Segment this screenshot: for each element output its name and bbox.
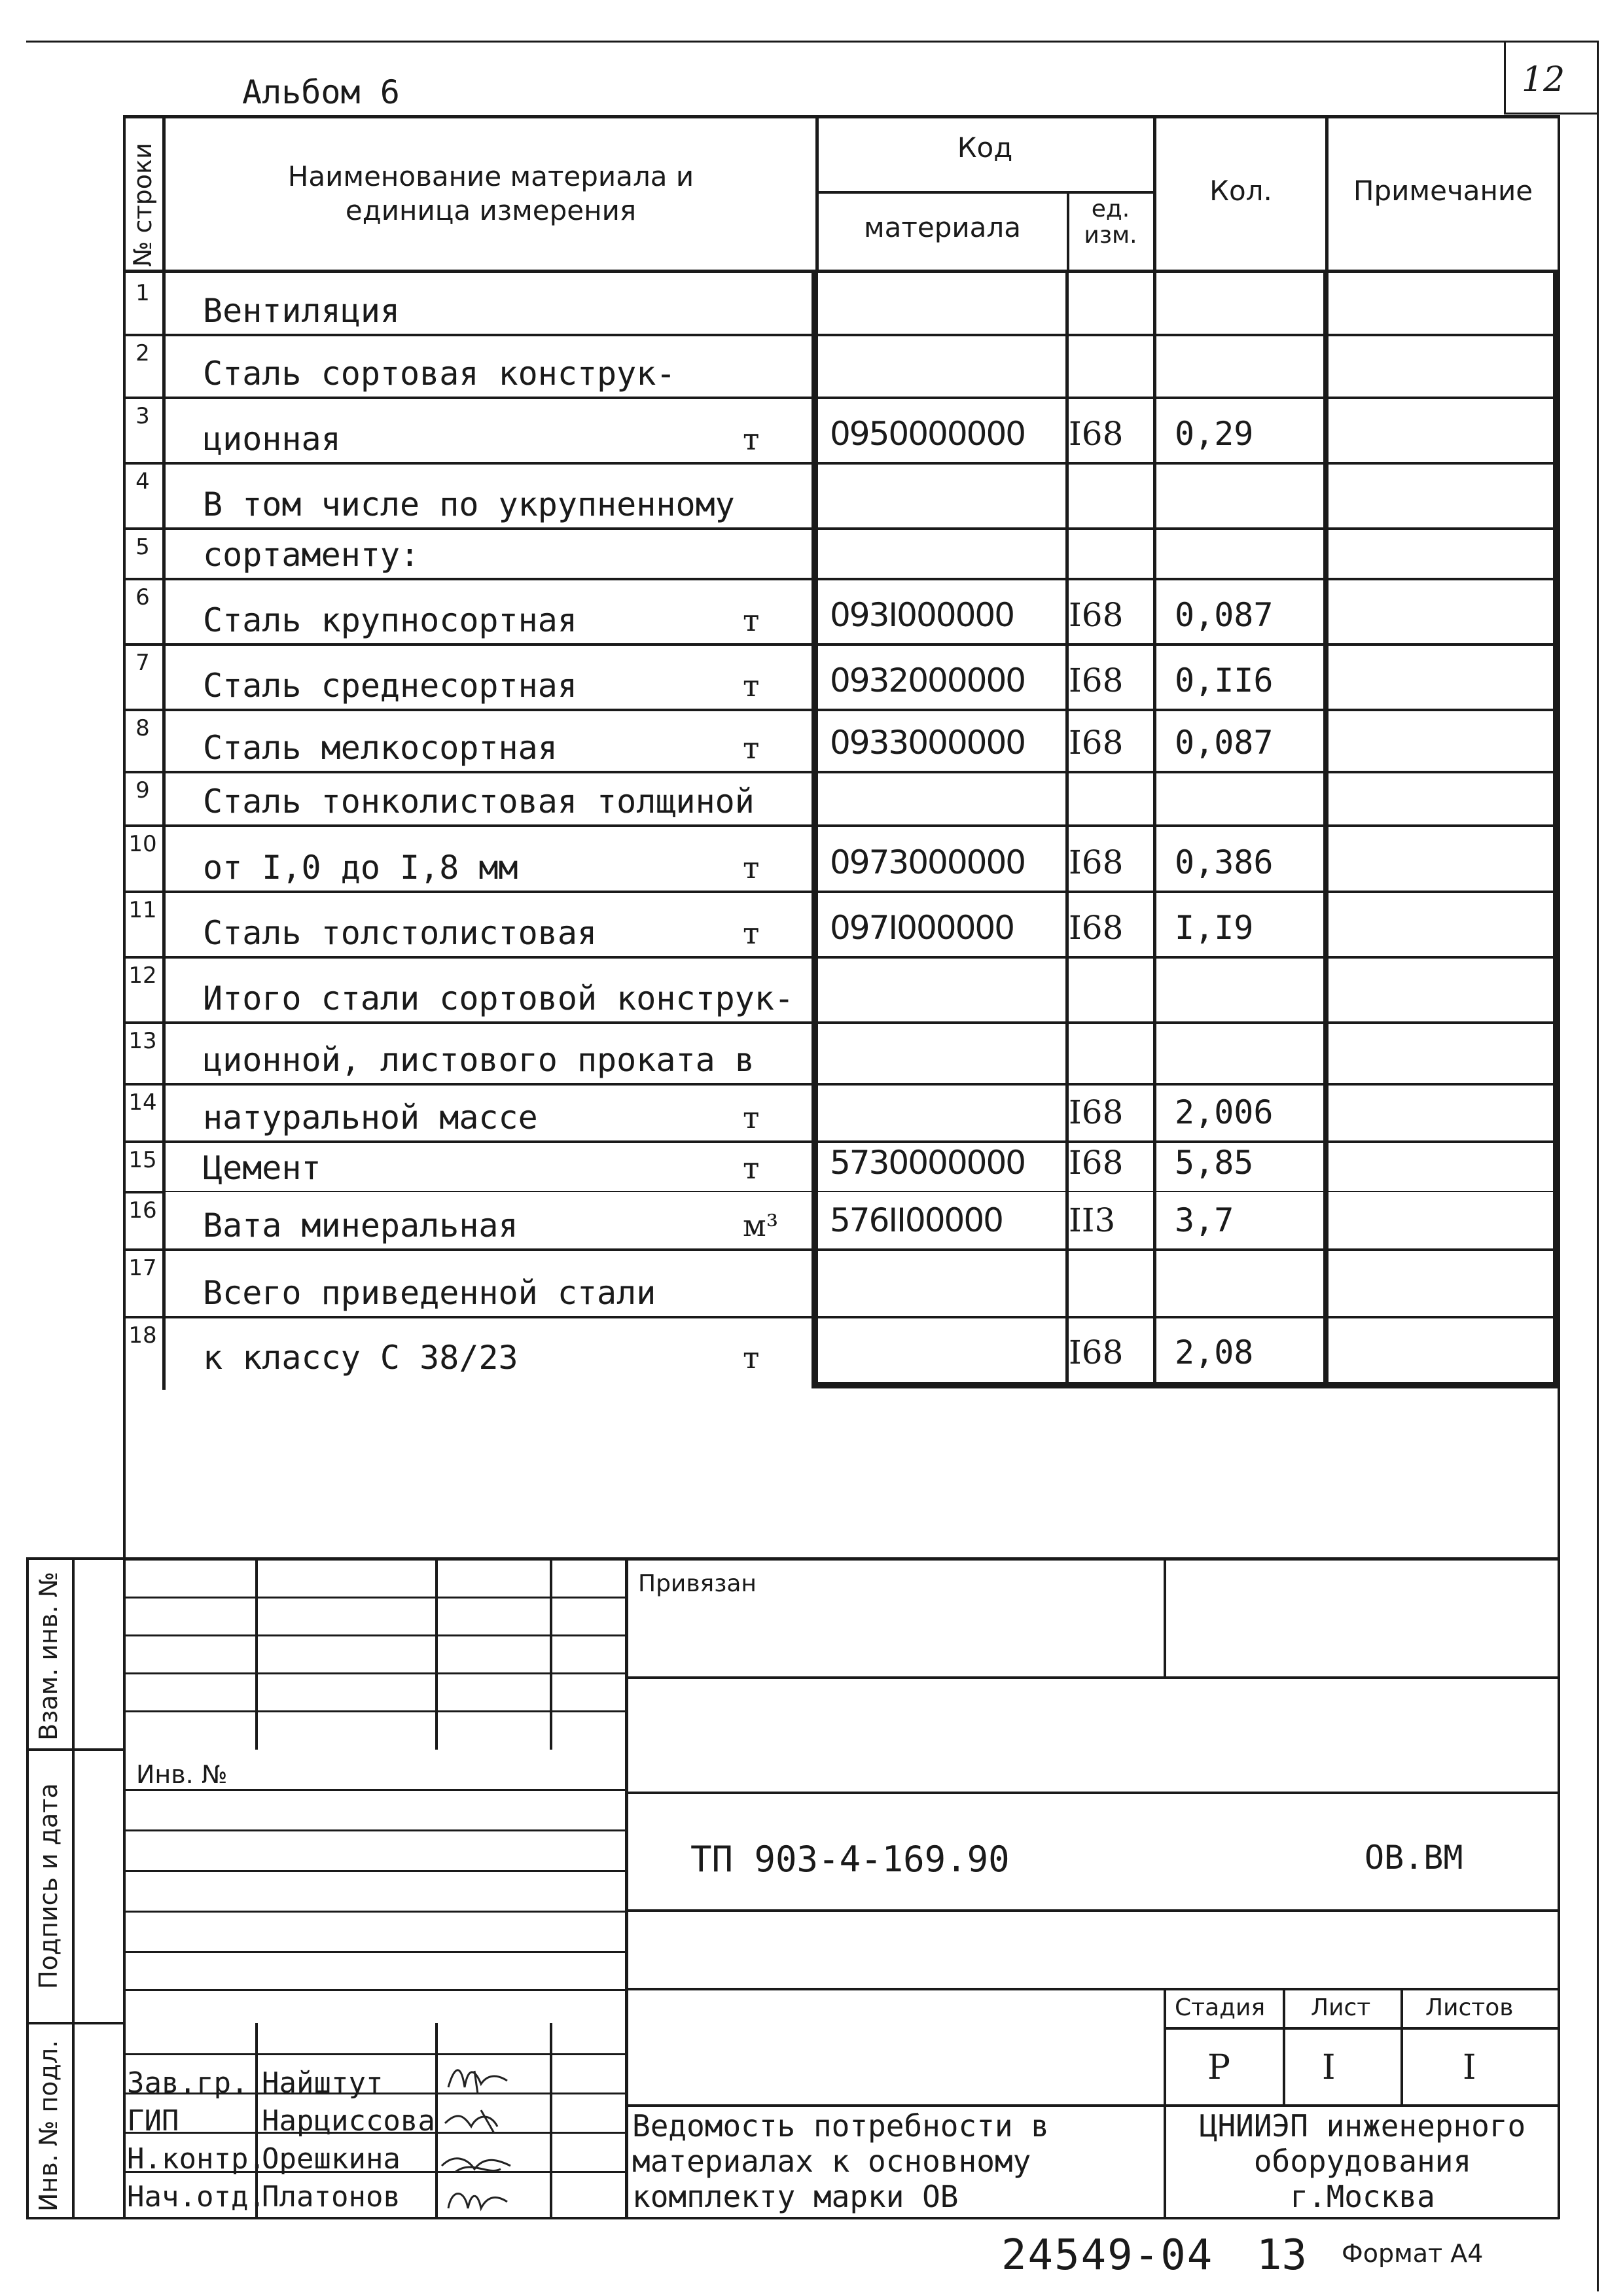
row-number: 16: [128, 1197, 157, 1224]
row-number: 5: [135, 534, 150, 560]
row-name: Сталь толстолистовая: [203, 914, 597, 952]
signature-2: [445, 2110, 497, 2133]
row-code: 0933000000: [830, 724, 1026, 762]
row-number: 8: [135, 715, 150, 741]
row-code: 0973000000: [830, 843, 1026, 881]
row-name: от I,0 до I,8 мм: [203, 849, 518, 887]
rowno-separator: [123, 891, 165, 893]
row-name: Итого стали сортовой конструк-: [203, 980, 794, 1017]
title-line: материалах к основному: [632, 2144, 1031, 2179]
rowno-separator: [123, 462, 165, 465]
frame-bottom: [123, 2217, 1560, 2219]
side-col-left: [26, 1557, 29, 2219]
row-separator: [123, 1021, 1556, 1024]
rowno-separator: [123, 1191, 165, 1193]
data-frame-right: [1553, 270, 1560, 1388]
role-title: Н.контр.: [127, 2142, 266, 2176]
archive-number: 24549-04: [1001, 2231, 1214, 2280]
row-measure-code: I68: [1069, 724, 1124, 762]
row-name: ционной, листового проката в: [203, 1041, 755, 1079]
doc-code: ТП 903-4-169.90: [690, 1839, 1010, 1880]
row-name: к классу С 38/23: [203, 1339, 518, 1377]
signature-1: [448, 2070, 507, 2094]
row-unit: т: [743, 1150, 760, 1186]
org-line: г.Москва: [1290, 2179, 1435, 2214]
row-measure-code: I68: [1069, 1333, 1124, 1371]
row-number: 1: [135, 280, 150, 306]
row-number: 15: [128, 1147, 157, 1173]
row-quantity: 0,087: [1175, 724, 1274, 762]
row-unit: м³: [743, 1208, 779, 1243]
row-quantity: 5,85: [1175, 1144, 1254, 1182]
hdr-v-rowno: [162, 115, 166, 1390]
row-name: Вентиляция: [203, 292, 401, 330]
row-name: Вата минеральная: [203, 1207, 518, 1245]
data-frame-left: [812, 270, 818, 1388]
stamp-h-privyazan: [627, 1676, 1560, 1679]
row-number: 13: [128, 1028, 157, 1054]
rowno-separator: [123, 1140, 165, 1143]
stamp-inv-no: Инв. №: [136, 1760, 228, 1789]
row-unit: т: [743, 1340, 760, 1375]
stamp-privyazan: Привязан: [638, 1570, 757, 1597]
row-name: ционная: [203, 420, 341, 458]
hdr-qty: Кол.: [1209, 175, 1272, 207]
row-separator: [123, 824, 1556, 827]
role-person: Орешкина: [262, 2142, 401, 2176]
stamp-h-a: [627, 1792, 1560, 1794]
stamp-v-privyazan: [1164, 1557, 1166, 1678]
row-quantity: 0,386: [1175, 843, 1274, 881]
row-measure-code: I68: [1069, 1093, 1124, 1131]
row-number: 7: [135, 650, 150, 676]
row-separator: [123, 1316, 1556, 1318]
frame-top: [123, 115, 1560, 118]
row-code: 097I000000: [830, 909, 1014, 947]
role-title: Нач.отд.: [127, 2180, 266, 2214]
role-title: Зав.гр.: [127, 2066, 249, 2100]
row-measure-code: I68: [1069, 662, 1124, 699]
row-code: 576II00000: [830, 1201, 1003, 1239]
row-code: 0950000000: [830, 415, 1026, 453]
inv-grid-line: [124, 1870, 627, 1872]
row-number: 9: [135, 777, 150, 804]
title-line: Ведомость потребности в: [632, 2108, 1049, 2144]
row-unit: т: [743, 850, 760, 885]
row-number: 3: [135, 403, 150, 429]
hdr-rowno: № строки: [128, 143, 157, 267]
rowno-separator: [123, 956, 165, 959]
inv-grid-line: [124, 1951, 627, 1953]
rowno-separator: [123, 771, 165, 773]
hdr-note: Примечание: [1353, 175, 1533, 207]
org-line: ЦНИИЭП инженерного: [1199, 2108, 1526, 2144]
row-measure-code: I68: [1069, 596, 1124, 634]
data-v-qty: [1153, 270, 1156, 1385]
hdr-h-code: [815, 191, 1156, 194]
signature-grid-line: [124, 1710, 627, 1712]
rowno-separator: [123, 1248, 165, 1251]
side-h-2: [26, 1748, 124, 1751]
data-v-note: [1323, 270, 1329, 1385]
row-unit: т: [743, 730, 760, 766]
row-separator: [123, 771, 1556, 773]
row-name: Сталь тонколистовая толщиной: [203, 783, 755, 821]
row-name: В том числе по укрупненному: [203, 486, 735, 523]
sheet-number: 12: [1522, 60, 1565, 99]
row-separator: [123, 1248, 1556, 1251]
row-number: 2: [135, 340, 150, 366]
signature-grid-line: [124, 1597, 627, 1598]
side-inv-podl: Инв. № подл.: [34, 2040, 63, 2212]
row-unit: т: [743, 1100, 760, 1135]
row-number: 10: [128, 831, 157, 857]
row-name: Сталь мелкосортная: [203, 729, 558, 767]
sheets-value: I: [1463, 2048, 1476, 2087]
row-quantity: 2,006: [1175, 1093, 1274, 1131]
row-quantity: 0,29: [1175, 415, 1254, 453]
row-quantity: 2,08: [1175, 1333, 1254, 1371]
rowno-separator: [123, 824, 165, 827]
rowno-separator: [123, 1316, 165, 1318]
album-label: Альбом 6: [242, 73, 400, 111]
row-unit: т: [743, 668, 760, 703]
row-number: 6: [135, 584, 150, 610]
format-label: Формат А4: [1342, 2239, 1484, 2268]
row-separator: [123, 397, 1556, 399]
row-code: 0932000000: [830, 662, 1026, 699]
side-podpis-data: Подпись и дата: [34, 1783, 63, 1989]
hdr-code-unit: ед. изм.: [1084, 196, 1137, 249]
right-margin-line: [1597, 41, 1599, 2291]
stamp-h-stage: [1164, 2027, 1560, 2030]
row-unit: т: [743, 915, 760, 951]
row-measure-code: I68: [1069, 415, 1124, 453]
row-name: Всего приведенной стали: [203, 1274, 656, 1312]
row-name: сортаменту:: [203, 536, 420, 574]
rowno-separator: [123, 1083, 165, 1086]
role-person: Найштут: [262, 2066, 383, 2100]
row-separator: [123, 709, 1556, 711]
side-vzam-inv: Взам. инв. №: [34, 1571, 63, 1740]
row-separator: [123, 956, 1556, 959]
row-number: 4: [135, 468, 150, 495]
row-quantity: 0,087: [1175, 596, 1274, 634]
stamp-v2: [435, 1557, 438, 1750]
row-number: 14: [128, 1089, 157, 1116]
sheet-label: Лист: [1311, 1994, 1371, 2021]
row-measure-code: I68: [1069, 1144, 1124, 1182]
hdr-name: Наименование материала и единица измерения: [287, 160, 694, 226]
side-h-4: [26, 2217, 124, 2219]
doc-mark: ОВ.ВМ: [1364, 1839, 1463, 1877]
row-separator: [123, 643, 1556, 646]
row-separator: [123, 578, 1556, 580]
stamp-h-b: [627, 1909, 1560, 1912]
signatures: [435, 2061, 553, 2218]
sheet-number-box-left: [1504, 41, 1506, 114]
side-h-3: [26, 2022, 124, 2024]
page-number: 13: [1257, 2231, 1308, 2280]
stamp-h-c: [627, 1988, 1560, 1990]
side-h-1: [26, 1557, 124, 1560]
row-quantity: 0,II6: [1175, 662, 1274, 699]
title-line: комплекту марки ОВ: [632, 2179, 959, 2214]
row-number: 18: [128, 1322, 157, 1349]
rowno-separator: [123, 527, 165, 530]
row-unit: т: [743, 421, 760, 457]
row-separator: [123, 1083, 1556, 1086]
row-measure-code: II3: [1069, 1201, 1116, 1239]
row-separator: [123, 891, 1556, 893]
org-line: оборудования: [1253, 2144, 1472, 2179]
rowno-separator: [123, 709, 165, 711]
row-separator: [123, 462, 1556, 465]
signature-3: [442, 2159, 510, 2172]
stamp-v-sheet: [1283, 1989, 1285, 2107]
row-separator: [123, 334, 1556, 336]
row-code: 093I000000: [830, 596, 1014, 634]
row-number: 17: [128, 1255, 157, 1281]
stage-label: Стадия: [1175, 1994, 1266, 2021]
row-separator: [123, 527, 1556, 530]
row-name: Сталь среднесортная: [203, 667, 577, 705]
rowno-separator: [123, 334, 165, 336]
stamp-top-rule: [123, 1557, 1560, 1561]
row-name: Сталь сортовая конструк-: [203, 355, 676, 393]
stamp-v3: [550, 1557, 552, 1750]
sheet-value: I: [1322, 2048, 1336, 2087]
stamp-v1: [255, 1557, 258, 1750]
rowno-separator: [123, 1021, 165, 1024]
row-separator: [123, 1140, 1556, 1143]
signature-grid-line: [124, 1672, 627, 1674]
rowno-separator: [123, 578, 165, 580]
inv-grid-line: [124, 1829, 627, 1831]
hdr-v-code-unit: [1067, 191, 1069, 272]
row-name: Сталь крупносортная: [203, 601, 577, 639]
signature-4: [448, 2194, 507, 2209]
row-unit: т: [743, 603, 760, 638]
hdr-code: Код: [957, 132, 1013, 164]
row-number: 11: [128, 897, 157, 923]
stamp-h-d: [627, 2104, 1560, 2107]
row-quantity: 3,7: [1175, 1201, 1234, 1239]
row-measure-code: I68: [1069, 843, 1124, 881]
stamp-v-main: [625, 1557, 628, 2218]
rowno-separator: [123, 397, 165, 399]
signature-grid-line: [124, 1634, 627, 1636]
rowno-separator: [123, 643, 165, 646]
hdr-code-material: материала: [863, 211, 1021, 243]
row-name: натуральной массе: [203, 1099, 538, 1137]
stage-value: Р: [1207, 2048, 1230, 2087]
sheets-label: Листов: [1425, 1994, 1514, 2021]
inv-grid-line: [124, 1911, 627, 1913]
row-name: Цемент: [203, 1149, 321, 1187]
role-person: Платонов: [262, 2180, 401, 2214]
stamp-v-sheets: [1400, 1989, 1403, 2107]
row-code: 5730000000: [830, 1144, 1026, 1182]
top-rule: [26, 41, 1597, 43]
row-quantity: I,I9: [1175, 909, 1254, 947]
inv-grid-line: [124, 1789, 627, 1791]
row-number: 12: [128, 963, 157, 989]
hdr-bottom: [123, 270, 1560, 273]
sheet-number-box-bottom: [1504, 113, 1598, 115]
row-measure-code: I68: [1069, 909, 1124, 947]
role-title: ГИП: [127, 2104, 179, 2138]
data-frame-bottom: [812, 1382, 1560, 1388]
row-separator: [123, 1191, 1556, 1192]
role-person: Нарциссова: [262, 2104, 435, 2138]
side-col-right: [72, 1557, 75, 2219]
inv-grid-line: [124, 1989, 627, 1991]
signature-grid-line: [124, 2053, 627, 2055]
